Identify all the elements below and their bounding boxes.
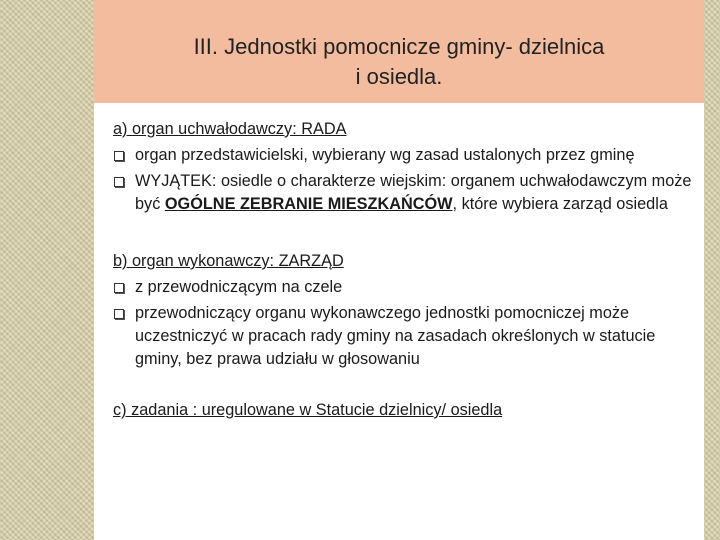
square-bullet-icon: [114, 151, 124, 161]
section-b-heading: b) organ wykonawczy: ZARZĄD: [113, 252, 344, 270]
section-b-bullet-2: [113, 302, 703, 371]
decorative-left-texture: [0, 0, 94, 540]
section-b-bullet-1-text: z przewodniczącym na czele: [135, 278, 343, 296]
decorative-right-texture: [704, 0, 720, 540]
slide-title: [94, 32, 704, 92]
section-a-bullet-2-text-before: WYJĄTEK: osiedle o charakterze wiejskim: organem uchwałodawczym może być: [135, 172, 692, 213]
section-a-bullet-2-text-after: , które wybiera zarząd osiedla: [452, 195, 668, 213]
square-bullet-icon: [114, 177, 124, 187]
section-a-bullet-2: [113, 170, 703, 216]
section-a-heading: a) organ uchwałodawczy: RADA: [113, 120, 347, 138]
section-a-bullet-1: [113, 144, 703, 167]
square-bullet-icon: [114, 283, 124, 293]
section-a-bullet-1-text: organ przedstawicielski, wybierany wg zasad ustalonych przez gminę: [135, 146, 635, 164]
slide-title-line1: III. Jednostki pomocnicze gminy- dzielnica: [193, 34, 605, 59]
section-b-bullet-1: [113, 276, 703, 299]
section-a-bullet-2-emphasis: OGÓLNE ZEBRANIE MIESZKAŃCÓW: [164, 195, 453, 213]
slide-title-line2: i osiedla.: [355, 64, 443, 89]
slide-content: [113, 118, 703, 422]
square-bullet-icon: [114, 309, 124, 319]
section-c-heading: c) zadania : uregulowane w Statucie dzielnicy/ osiedla: [113, 401, 503, 419]
section-b-bullet-2-text: przewodniczący organu wykonawczego jednostki pomocniczej może uczestniczyć w pracach rady gminy na zasadach określonych w statucie gminy, bez prawa udziału w głosowaniu: [135, 304, 656, 368]
